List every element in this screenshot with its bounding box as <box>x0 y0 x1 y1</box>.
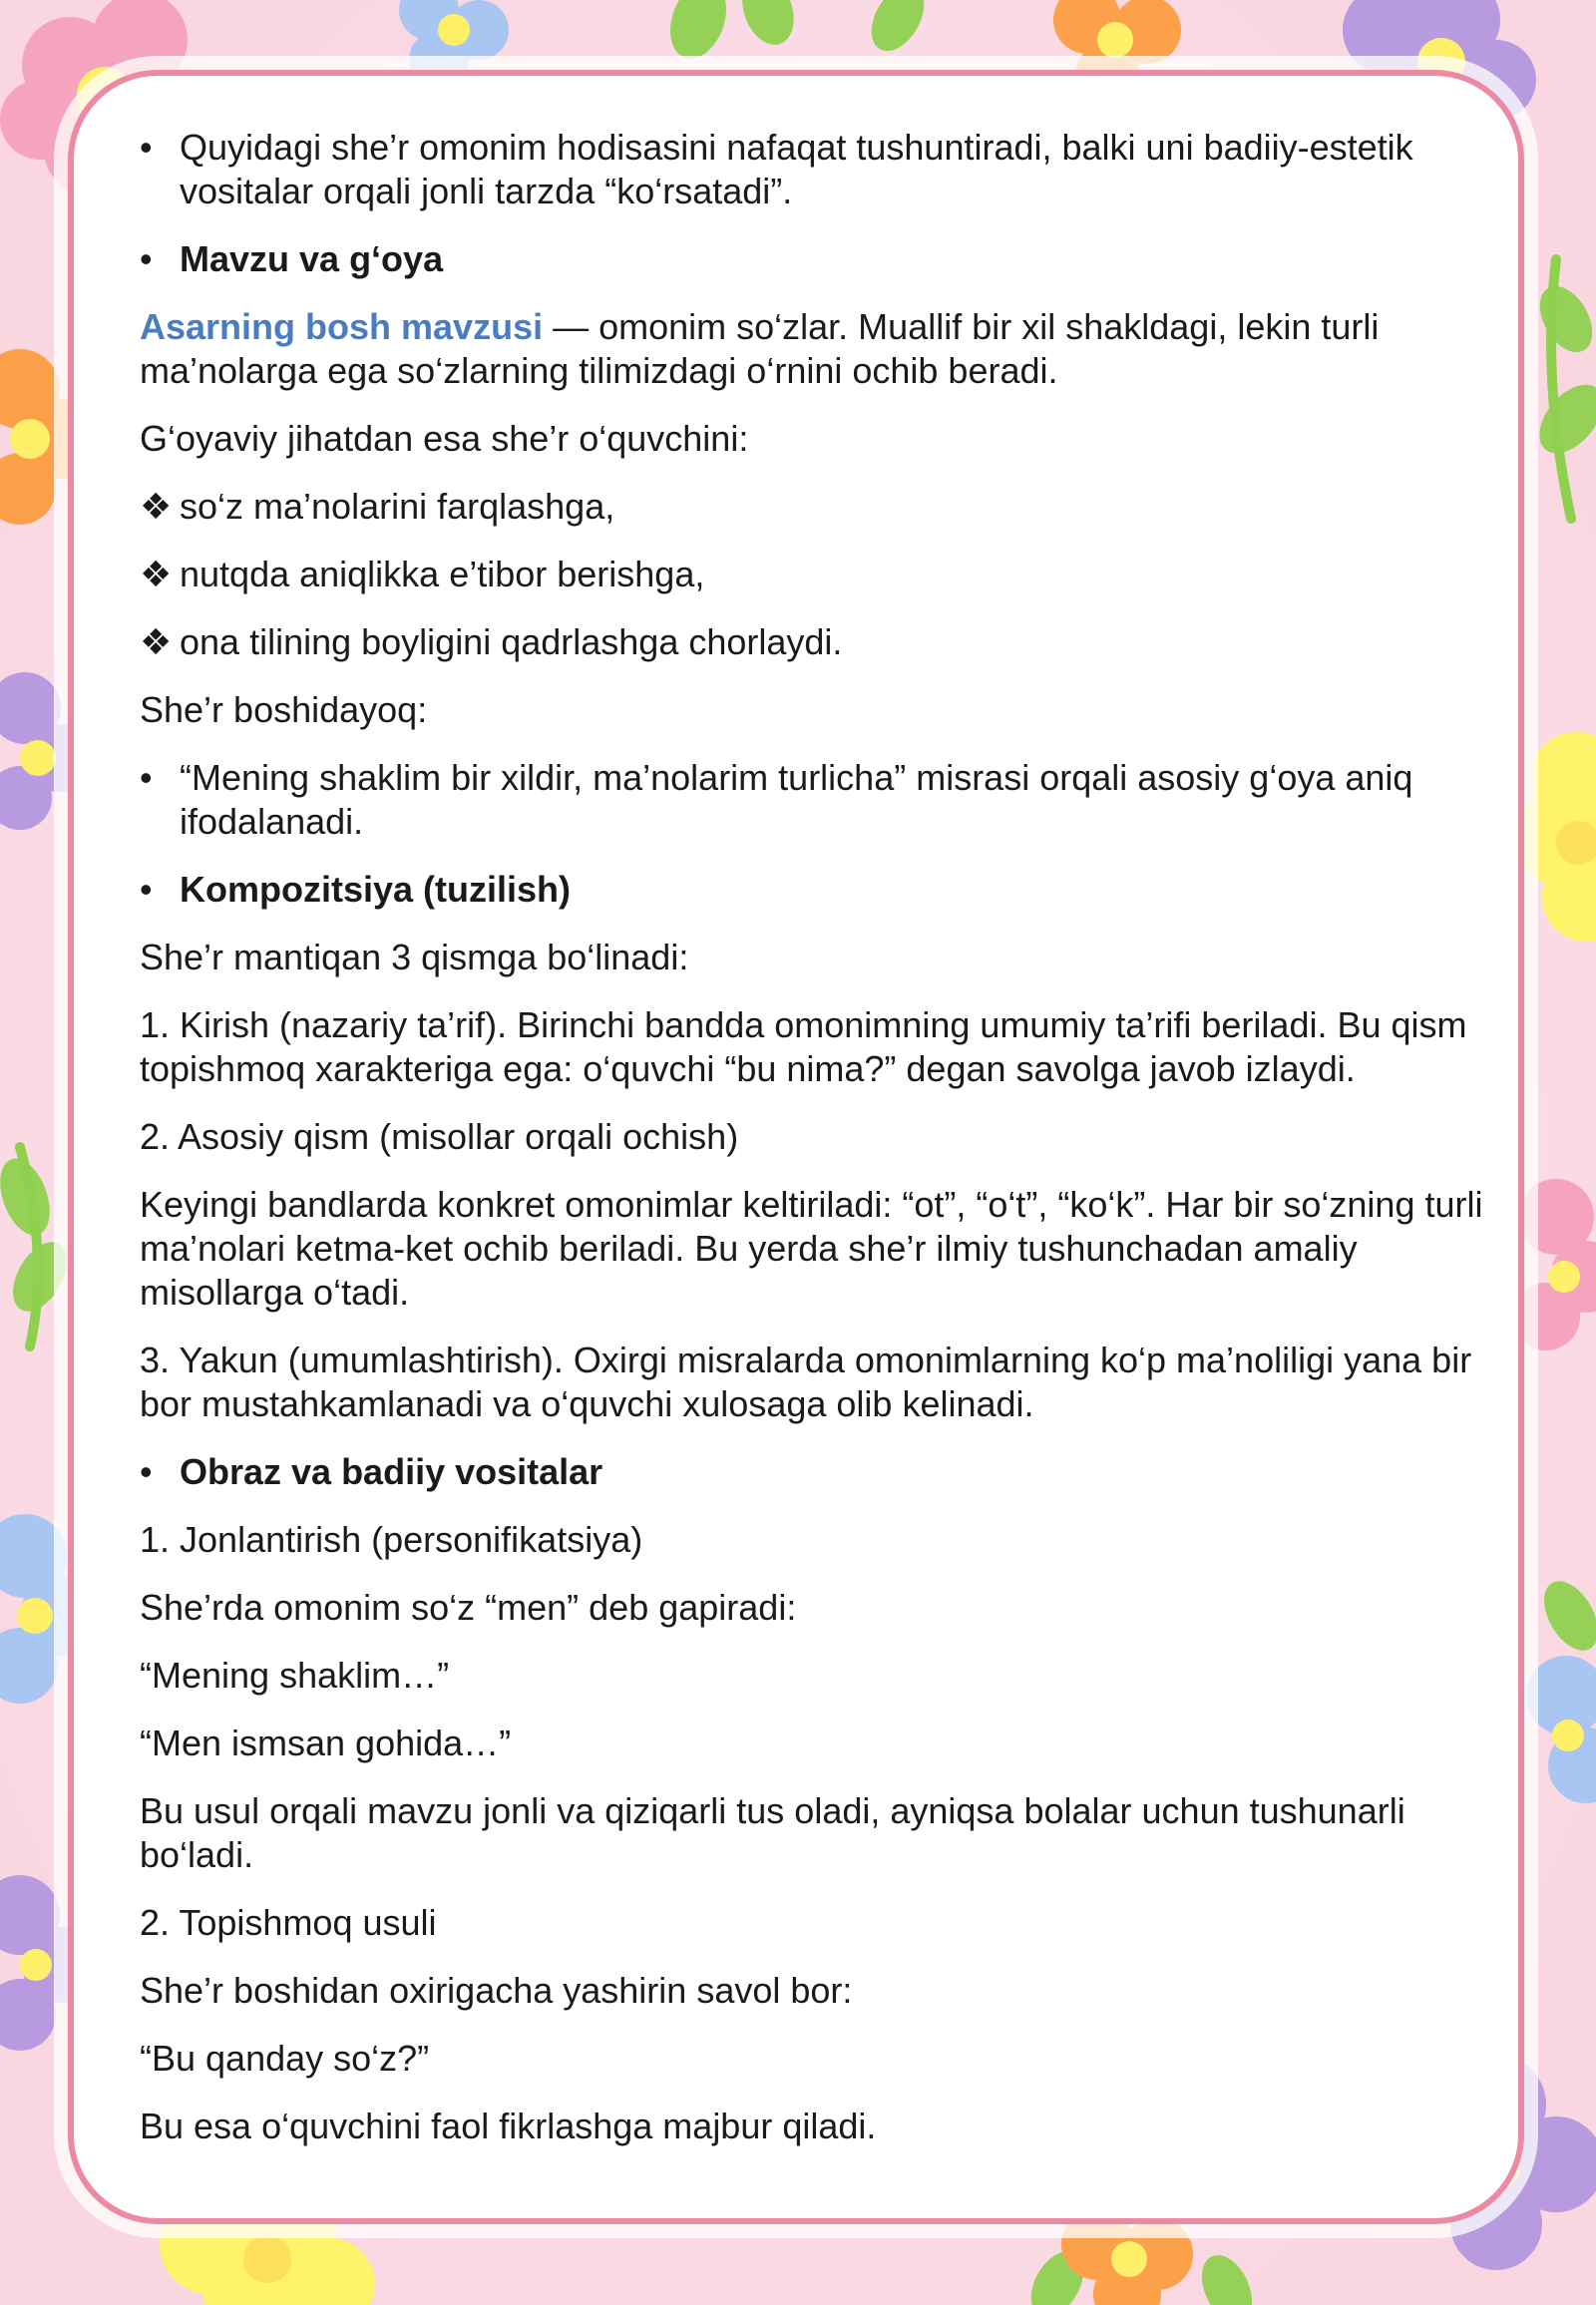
bullet-icon: • <box>140 127 153 168</box>
quote-line: “Mening shaklim…” <box>140 1655 450 1696</box>
bullet-icon: • <box>140 1451 153 1492</box>
paragraph: Keyingi bandlarda konkret omonimlar keltiriladi: “ot”, “o‘t”, “ko‘k”. Har bir so‘zning turli ma’nolari ketma-ket ochib beriladi. Bu yerda she’r ilmiy tushunchadan amaliy misollarga o‘tadi. <box>140 1184 1483 1313</box>
paragraph: Bu usul orqali mavzu jonli va qiziqarli tus oladi, ayniqsa bolalar uchun tushunarli bo‘ladi. <box>140 1790 1405 1875</box>
list-item-text: nutqda aniqlikka e’tibor berishga, <box>180 554 705 594</box>
diamond-bullet-icon: ❖ <box>140 486 173 527</box>
bullet-item <box>140 868 1516 912</box>
paragraph: 2. Asosiy qism (misollar orqali ochish) <box>140 1116 739 1157</box>
list-item-text: so‘z ma’nolarini farqlashga, <box>180 486 615 527</box>
paragraph: She’rda omonim so‘z “men” deb gapiradi: <box>140 1587 797 1628</box>
paragraph: She’r boshidayoq: <box>140 689 428 730</box>
section-heading: Obraz va badiiy vositalar <box>180 1451 603 1492</box>
paragraph: Bu esa o‘quvchini faol fikrlashga majbur qiladi. <box>140 2106 877 2146</box>
bullet-icon: • <box>140 757 153 798</box>
paragraph: She’r boshidan oxirigacha yashirin savol bor: <box>140 1970 853 2011</box>
bullet-item <box>140 237 1516 281</box>
bullet-item <box>140 126 1516 213</box>
bullet-item <box>140 1450 1516 1494</box>
highlighted-phrase: Asarning bosh mavzusi <box>140 306 544 347</box>
paragraph: She’r mantiqan 3 qismga bo‘linadi: <box>140 937 689 977</box>
list-item-text: ona tilining boyligini qadrlashga chorlaydi. <box>180 621 843 662</box>
paragraph <box>140 305 1516 393</box>
paragraph: 2. Topishmoq usuli <box>140 1902 437 1943</box>
paragraph: 3. Yakun (umumlashtirish). Oxirgi misralarda omonimlarning ko‘p ma’noliligi yana bir bor mustahkamlanadi va o‘quvchi xulosaga olib kelinadi. <box>140 1340 1472 1424</box>
section-heading: Mavzu va g‘oya <box>180 238 444 279</box>
paragraph: 1. Kirish (nazariy ta’rif). Birinchi bandda omonimning umumiy ta’rifi beriladi. Bu qism topishmoq xarakteriga ega: o‘quvchi “bu nima?” degan savolga javob izlaydi. <box>140 1004 1467 1089</box>
quote-line: “Bu qanday so‘z?” <box>140 2038 430 2079</box>
bullet-icon: • <box>140 869 153 910</box>
list-item <box>140 620 1516 664</box>
bullet-item <box>140 756 1516 844</box>
bullet-icon: • <box>140 238 153 279</box>
intro-text: Quyidagi she’r omonim hodisasini nafaqat tushuntiradi, balki uni badiiy-estetik vositalar orqali jonli tarzda “ko‘rsatadi”. <box>180 127 1413 211</box>
section-heading: Kompozitsiya (tuzilish) <box>180 869 572 910</box>
bullet-text: “Mening shaklim bir xildir, ma’nolarim turlicha” misrasi orqali asosiy g‘oya aniq ifodalanadi. <box>180 757 1413 842</box>
list-item <box>140 485 1516 529</box>
document-body <box>140 126 1516 2172</box>
quote-line: “Men ismsan gohida…” <box>140 1723 512 1763</box>
diamond-bullet-icon: ❖ <box>140 621 173 662</box>
paragraph: 1. Jonlantirish (personifikatsiya) <box>140 1519 643 1560</box>
list-item <box>140 553 1516 596</box>
diamond-bullet-icon: ❖ <box>140 554 173 594</box>
paragraph-text: — omonim so‘zlar. Muallif bir xil shakldagi, lekin turli ma’nolarga ega so‘zlarning tilimizdagi o‘rnini ochib beradi. <box>140 306 1380 391</box>
paragraph: G‘oyaviy jihatdan esa she’r o‘quvchini: <box>140 418 749 459</box>
